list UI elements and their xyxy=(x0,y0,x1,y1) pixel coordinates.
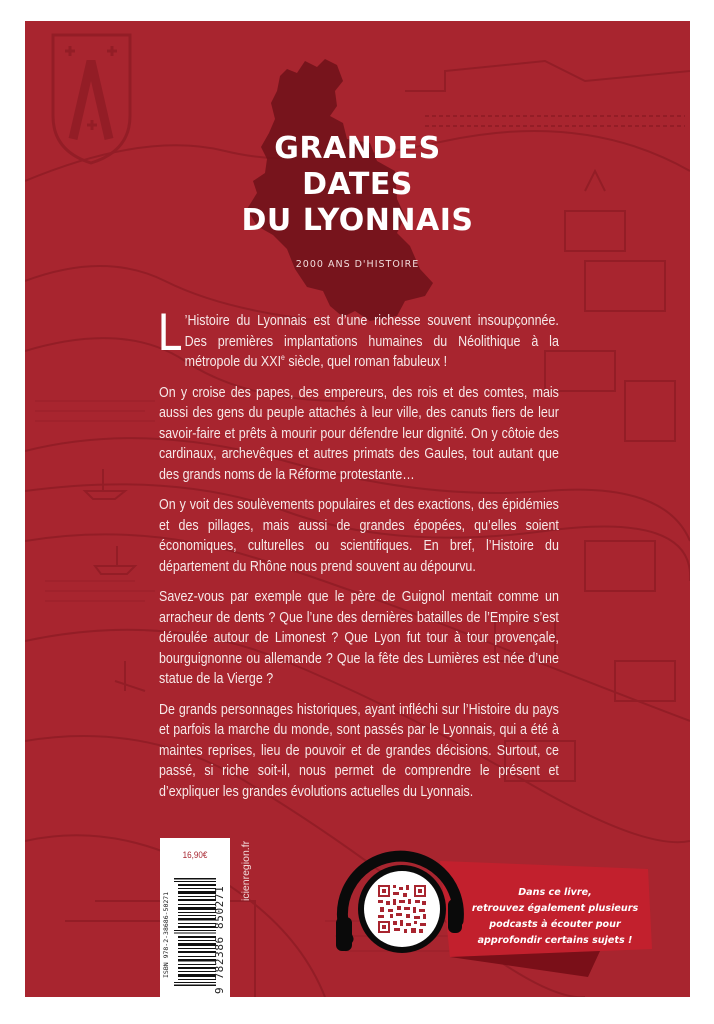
book-subtitle: 2000 ANS D'HISTOIRE xyxy=(295,259,420,270)
blurb xyxy=(157,304,559,812)
title-line-1: GRANDES xyxy=(274,131,441,166)
publisher-website: icienregion.fr xyxy=(240,840,252,901)
title-line-3: DU LYONNAIS xyxy=(241,203,474,238)
isbn-label: ISBN 978-2-38686-50271 xyxy=(162,891,170,978)
barcode-panel xyxy=(160,838,230,997)
ean-number: 9 782386 850271 xyxy=(213,885,226,994)
title-line-2: DATES xyxy=(302,167,413,202)
podcast-promo xyxy=(330,839,660,979)
blurb-paragraph-5: De grands personnages historiques, ayant infléchi sur l’Histoire du pays et parfois la marche du monde, sont passés par le Lyonnais, qui a été à maintes reprises, lieu de pouvoir et de grandes décisions. Surtout, ce passé, si riche soit-il, nous permet de comprendre le présent et d’expliquer les grandes évolutions actuelles du Lyonnais. xyxy=(159,701,559,800)
drop-cap: L xyxy=(157,304,182,362)
book-title xyxy=(25,131,690,239)
price-label: 16,90€ xyxy=(182,850,208,861)
podcast-promo-text: Dans ce livre, retrouvez également plusieurs podcasts à écouter pour approfondir certains sujets ! xyxy=(471,887,639,946)
blurb-paragraph-2: On y croise des papes, des empereurs, des rois et des comtes, mais aussi des gens du peuple attachés à leur ville, des canuts fiers de leur savoir-faire et prêts à mourir pour défendre leur dignité. On y côtoie des cardinaux, archevêques et autres primats des Gaules, tout autant que des grands noms de la Réforme protestante… xyxy=(159,384,559,483)
book-back-cover xyxy=(25,21,690,997)
blurb-paragraph-3: On y voit des soulèvements populaires et des exactions, des épidémies et des pillages, mais aussi de grandes épopées, qu’elles soient économiques, culturelles ou scientifiques. En bref, l’Histoire du département du Rhône nous prend souvent au dépourvu. xyxy=(159,497,559,575)
barcode-icon xyxy=(174,878,216,986)
blurb-paragraph-1: L ’Histoire du Lyonnais est d’une richesse souvent insoupçonnée. Des premières implantations humaines du Néolithique à la métropole du XXIe siècle, quel roman fabuleux ! xyxy=(157,304,559,370)
blurb-paragraph-4: Savez-vous par exemple que le père de Guignol mentait comme un arracheur de dents ? Que l’une des dernières batailles de l’Empire s’est déroulée autour de Limonest ? Que Lyon fut tour à tour provençale, bourguignonne ou allemande ? Que la fête des Lumières est née d’une statue de la Vierge ? xyxy=(159,589,559,687)
